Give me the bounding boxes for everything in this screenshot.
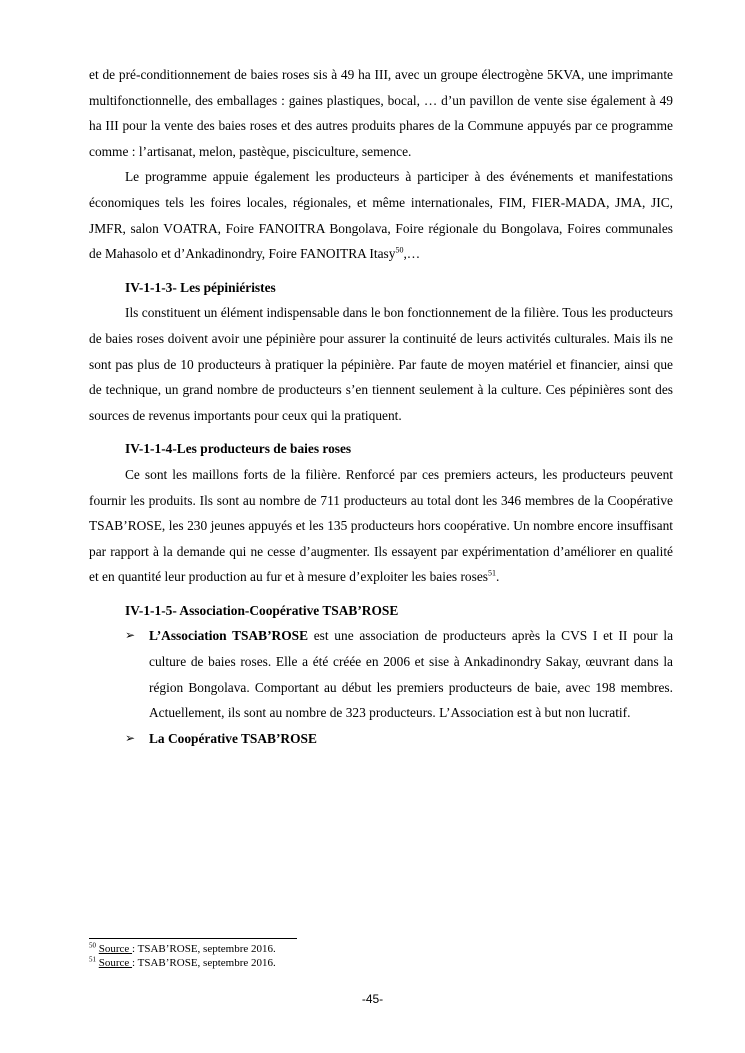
footnotes — [89, 942, 673, 970]
footnote-ref-50[interactable]: 50 — [395, 245, 404, 255]
paragraph-1: et de pré-conditionnement de baies roses sis à 49 ha III, avec un groupe électrogène 5KVA, une imprimante multifonctionnelle, des emballages : gaines plastiques, bocal, … d’un pavillon de vente sise également à 49 ha III pour la vente des baies roses et des autres produits phares de la Commune appuyés par ce programme comme : l’artisanat, melon, pastèque, pisciculture, semence. — [89, 67, 673, 159]
footnote-number: 50 — [89, 941, 96, 950]
footnote-source-label: Source — [98, 957, 133, 969]
bullet-bold: La Coopérative TSAB’ROSE — [149, 730, 317, 746]
heading-producteurs: IV-1-1-4-Les producteurs de baies roses — [125, 441, 352, 457]
arrow-bullet-icon: ➢ — [125, 628, 136, 643]
footnote-text: : TSAB’ROSE, septembre 2016. — [132, 957, 276, 969]
paragraph-2-end: ,… — [403, 246, 421, 262]
footnote-text: : TSAB’ROSE, septembre 2016. — [132, 943, 276, 955]
bullet-text — [149, 726, 673, 752]
bullet-bold: L’Association TSAB’ROSE — [149, 628, 309, 644]
heading-pepinieristes: IV-1-1-3- Les pépiniéristes — [125, 279, 276, 295]
page-number: -45- — [361, 992, 384, 1006]
footnote-ref-51[interactable]: 51 — [487, 568, 496, 578]
paragraph-4-text: Ce sont les maillons forts de la filière. Renforcé par ces premiers acteurs, les producteurs peuvent fournir les produits. Ils sont au nombre de 711 producteurs au total dont les 346 membres de la Coopérative TSAB’ROSE, les 230 jeunes appuyés et les 135 producteurs hors coopérative. Un nombre encore insuffisant par rapport à la demande qui ne cesse d’augmenter. Ils essayent par expérimentation d’améliorer en qualité et en quantité leur production au fur et à mesure d’exploiter les baies roses — [89, 466, 673, 585]
paragraph-2 — [89, 164, 673, 266]
footnote-51 — [89, 956, 673, 970]
paragraph-4-end: . — [495, 569, 500, 585]
bullet-item — [125, 623, 673, 725]
footnote-number: 51 — [89, 955, 96, 964]
paragraph-3: Ils constituent un élément indispensable dans le bon fonctionnement de la filière. Tous les producteurs de baies roses doivent avoir une pépinière pour assurer la continuité de leurs activités culturales. Mais ils ne sont pas plus de 10 producteurs à pratiquer la pépinière. Par faute de moyen matériel et financier, ainsi que de technique, un grand nombre de producteurs s’en tiennent seulement à la culture. Ces pépinières sont des sources de revenus importants pour ceux qui la pratiquent. — [89, 305, 673, 423]
arrow-bullet-icon: ➢ — [125, 730, 136, 745]
bullet-body: est une association de producteurs après la CVS I et II pour la culture de baies roses. Elle a été créée en 2006 et sise à Ankadinondry Sakay, œuvrant dans la région Bongolava. Comportant au début les premiers producteurs de baie, avec 198 membres. Actuellement, ils sont au nombre de 323 producteurs. L’Association est à but non lucratif. — [149, 628, 674, 721]
bullet-item — [125, 726, 673, 752]
page-body — [89, 62, 673, 751]
heading-association: IV-1-1-5- Association-Coopérative TSAB’ROSE — [125, 602, 399, 618]
footnote-separator — [89, 938, 297, 939]
footnote-source-label: Source — [98, 943, 133, 955]
footnote-50 — [89, 942, 673, 956]
bullet-text — [149, 623, 673, 725]
paragraph-4 — [89, 462, 673, 590]
paragraph-2-text: Le programme appuie également les producteurs à participer à des événements et manifestations économiques tels les foires locales, régionales, et même internationales, FIM, FIER-MADA, JMA, JIC, JMFR, salon VOATRA, Foire FANOITRA Bongolava, Foire régionale du Bongolava, Foires communales de Mahasolo et d’Ankadinondry, Foire FANOITRA Itasy — [89, 169, 673, 262]
